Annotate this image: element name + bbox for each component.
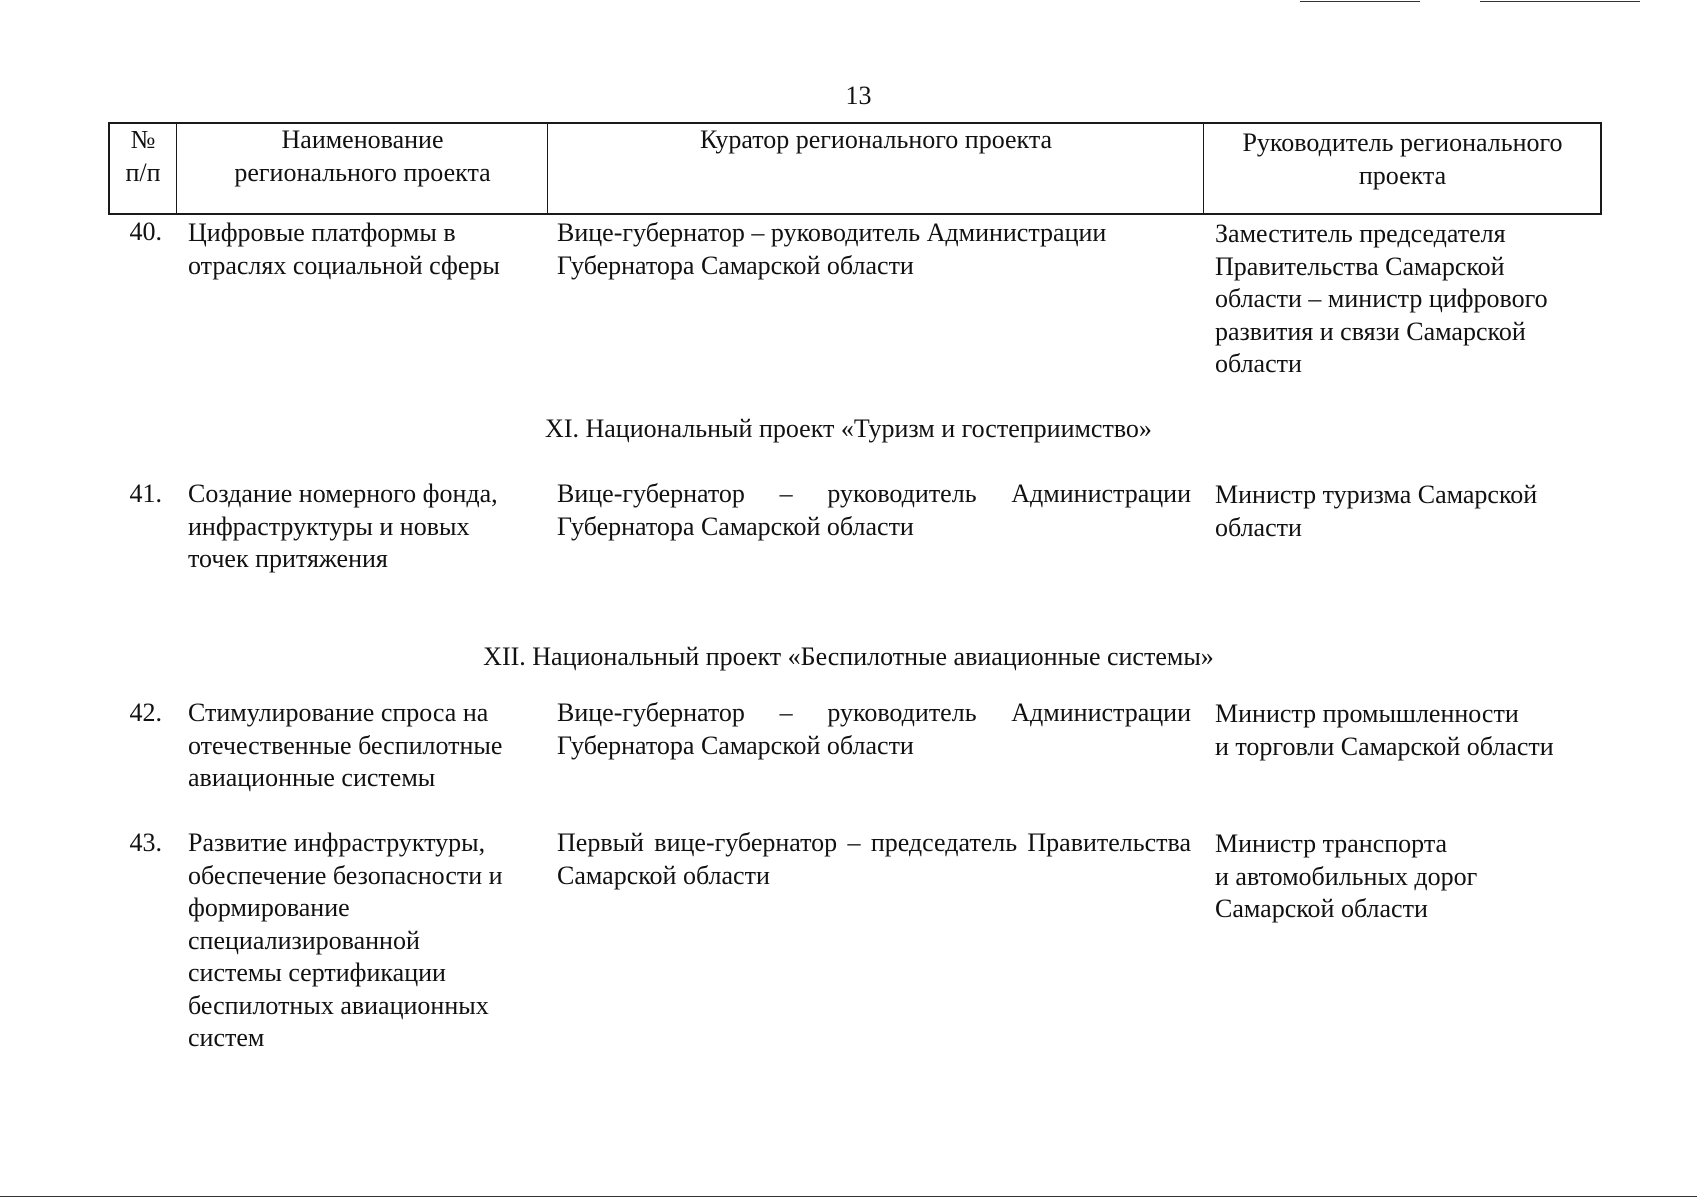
column-divider [547, 124, 548, 213]
row-number: 40. [129, 217, 162, 246]
row-name: Стимулирование спроса на отечественные беспилотные авиационные системы [188, 698, 503, 792]
page-number: 13 [845, 81, 872, 110]
row-curator: Вице-губернатор – руководитель Администрации Губернатора Самарской области [557, 698, 1191, 760]
row-number: 41. [129, 479, 162, 508]
scan-edge-line [0, 1196, 1697, 1197]
row-curator: Вице-губернатор – руководитель Администрации Губернатора Самарской области [557, 218, 1107, 280]
header-leader: Руководитель регионального проекта [1242, 128, 1563, 190]
row-number: 43. [129, 828, 162, 857]
header-curator: Куратор регионального проекта [699, 125, 1053, 154]
row-number: 42. [129, 698, 162, 727]
column-divider [1203, 124, 1204, 213]
header-name: Наименование регионального проекта [234, 125, 491, 187]
row-name: Развитие инфраструктуры, обеспечение безопасности и формирование специализированной системы сертификации беспилотных авиационных систем [188, 828, 503, 1052]
row-name: Создание номерного фонда, инфраструктуры и новых точек притяжения [188, 479, 498, 573]
row-leader: Заместитель председателя Правительства Самарской области – министр цифрового развития и связи Самарской области [1215, 219, 1548, 378]
row-leader: Министр туризма Самарской области [1215, 480, 1538, 542]
scan-edge-line [1480, 1, 1640, 2]
row-leader: Министр промышленности и торговли Самарской области [1215, 699, 1554, 761]
row-leader: Министр транспорта и автомобильных дорог Самарской области [1215, 829, 1478, 923]
section-heading: XII. Национальный проект «Беспилотные авиационные системы» [483, 642, 1214, 671]
column-divider [176, 124, 177, 213]
row-curator: Вице-губернатор – руководитель Администрации Губернатора Самарской области [557, 479, 1191, 541]
header-num: № п/п [125, 125, 161, 187]
scan-edge-line [1300, 1, 1420, 2]
row-curator: Первый вице-губернатор – председатель Правительства Самарской области [557, 828, 1191, 890]
section-heading: XI. Национальный проект «Туризм и гостеприимство» [545, 414, 1152, 443]
row-name: Цифровые платформы в отраслях социальной сферы [188, 218, 500, 280]
